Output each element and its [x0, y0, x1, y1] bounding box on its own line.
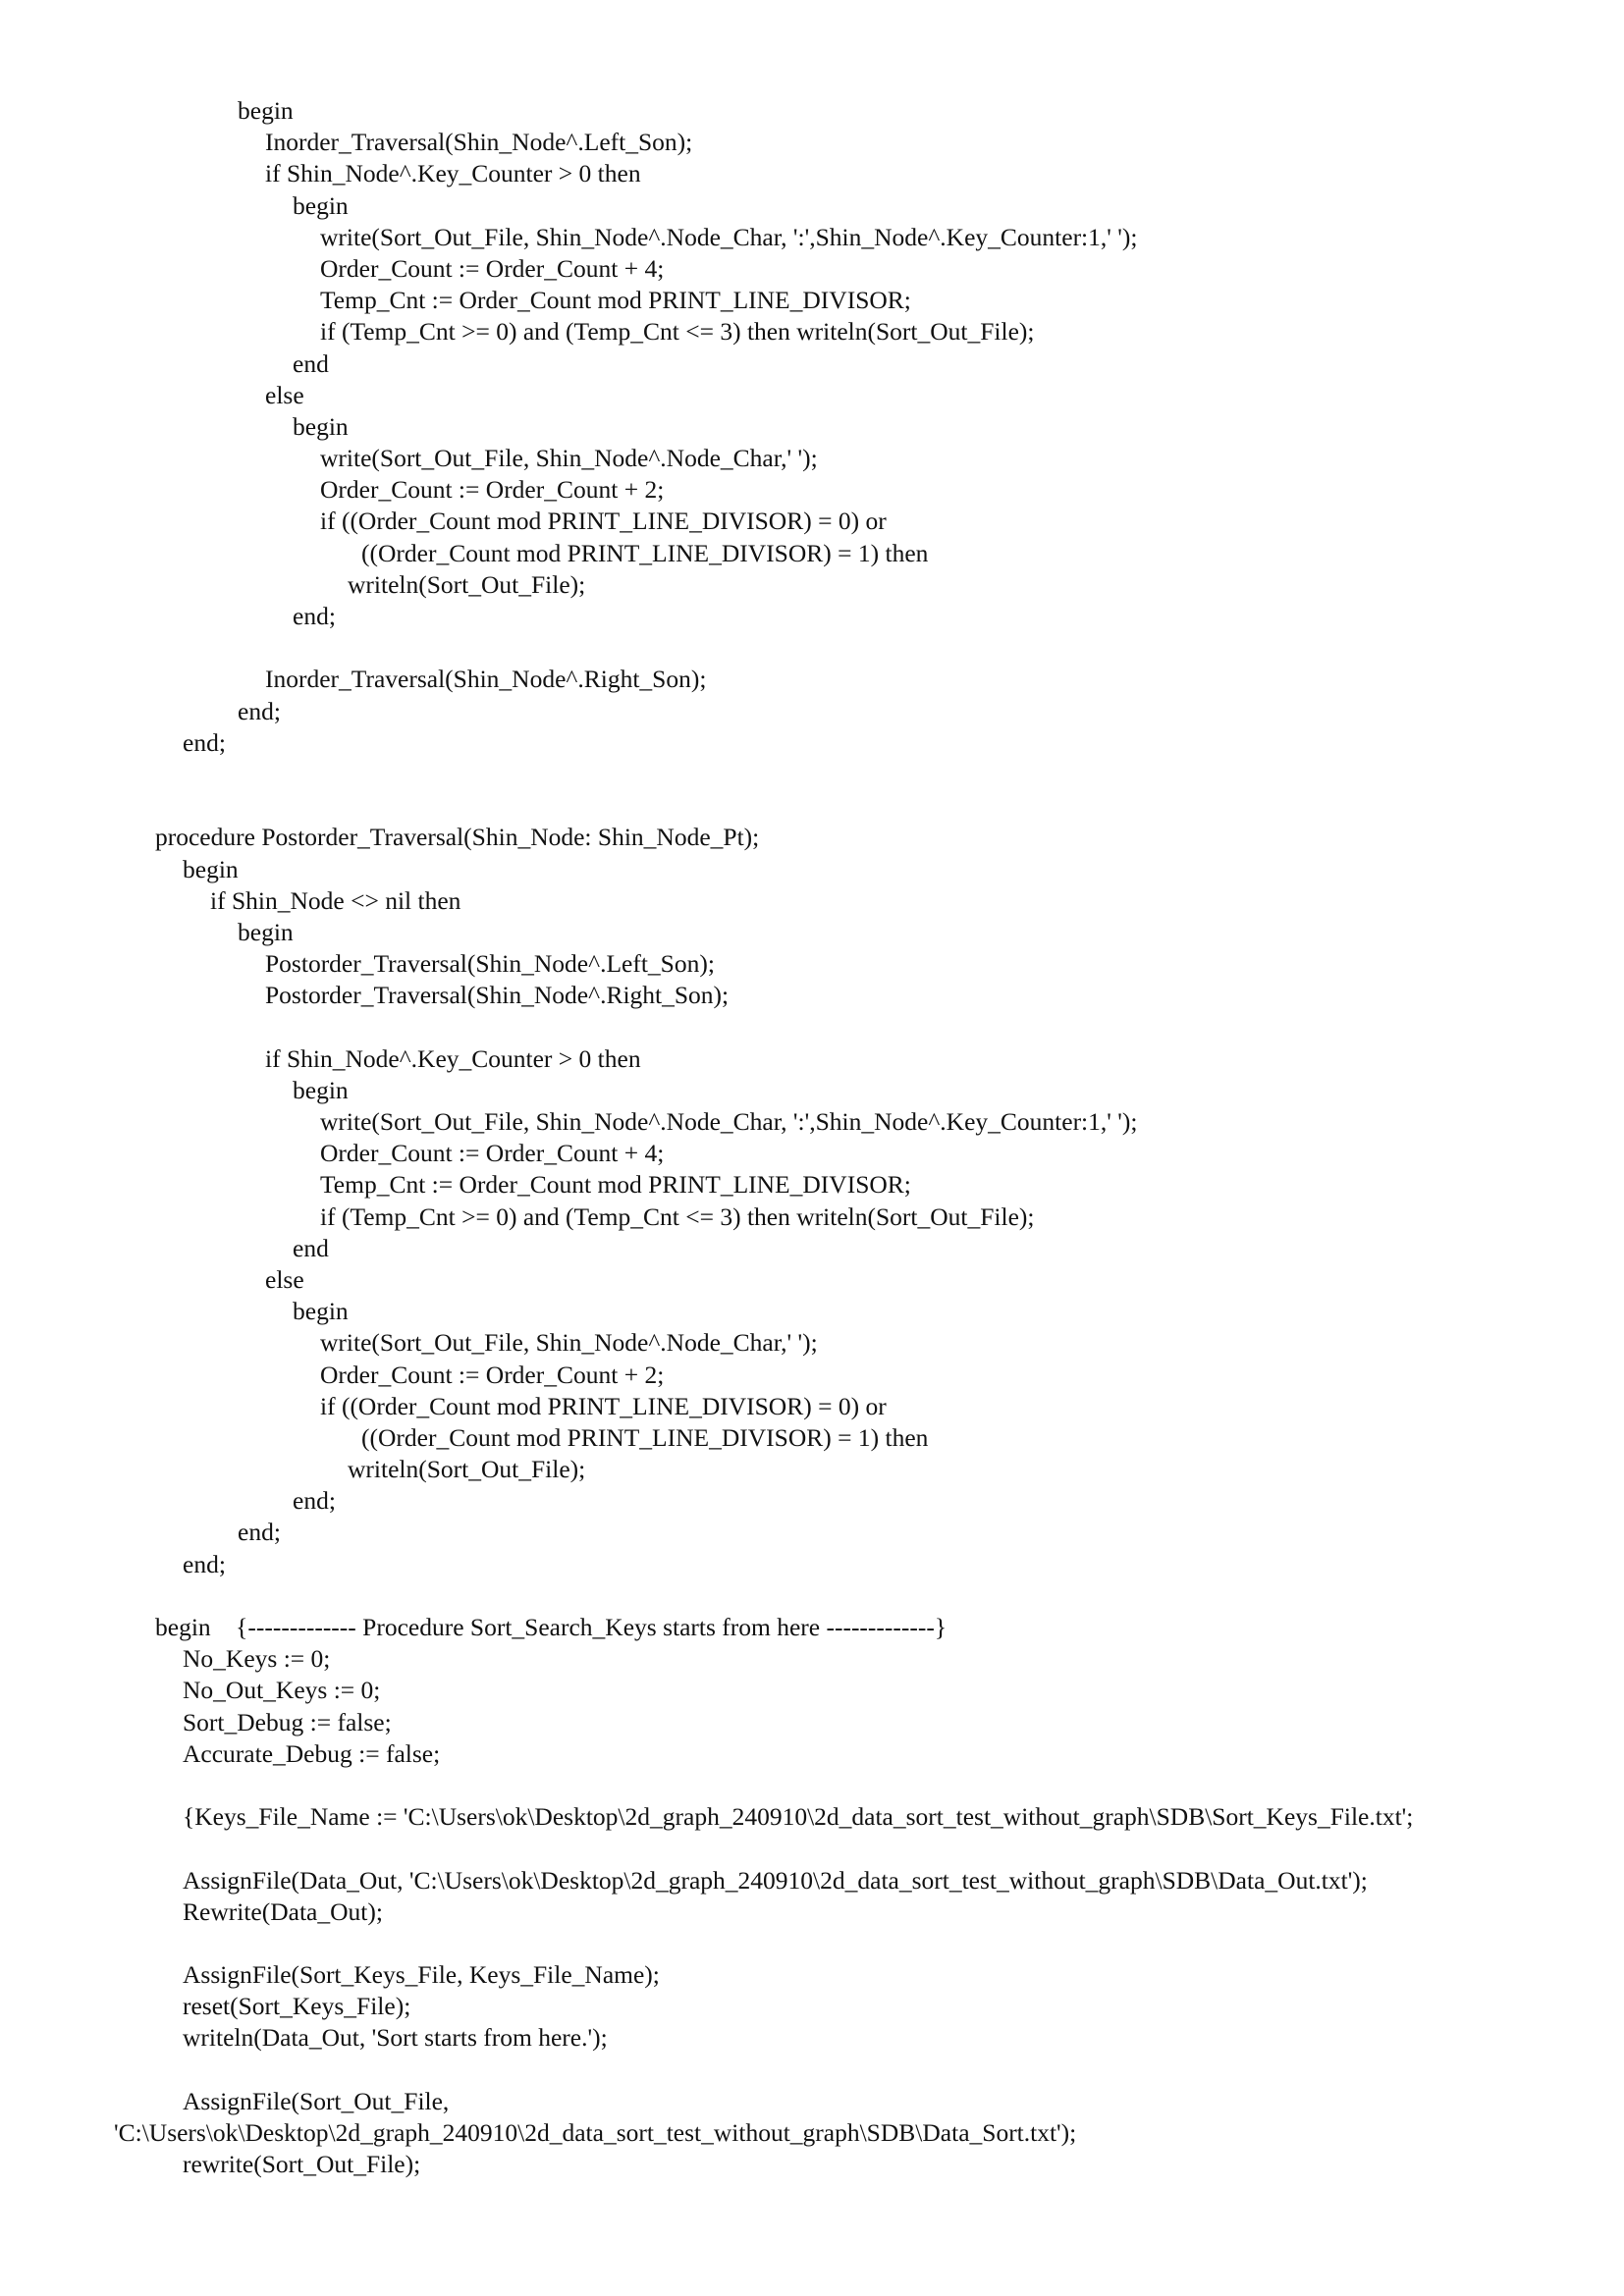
- code-line-text: Temp_Cnt := Order_Count mod PRINT_LINE_DIVISOR;: [320, 1170, 911, 1200]
- blank-line: [0, 1011, 1624, 1042]
- code-line: [0, 917, 1624, 948]
- code-line-text: begin: [293, 1075, 349, 1104]
- code-line: [0, 222, 1624, 253]
- code-line: [0, 474, 1624, 506]
- code-line-text: Postorder_Traversal(Shin_Node^.Right_Son);: [265, 981, 730, 1010]
- code-line: [0, 2117, 1624, 2149]
- code-line-text: if Shin_Node^.Key_Counter > 0 then: [265, 1043, 641, 1073]
- code-line-text: Inorder_Traversal(Shin_Node^.Right_Son);: [265, 665, 707, 694]
- code-line-text: else: [265, 1264, 304, 1294]
- code-line: [0, 348, 1624, 380]
- code-line-text: begin: [238, 96, 294, 125]
- code-line: [0, 158, 1624, 189]
- code-line: [0, 316, 1624, 347]
- code-line: [0, 538, 1624, 569]
- code-line: [0, 1296, 1624, 1327]
- code-line-text: if Shin_Node^.Key_Counter > 0 then: [265, 159, 641, 188]
- code-line: [0, 1360, 1624, 1391]
- code-line: [0, 1043, 1624, 1075]
- code-line-text: begin: [293, 411, 349, 441]
- blank-line: [0, 1928, 1624, 1959]
- code-line-text: AssignFile(Sort_Out_File,: [183, 2086, 450, 2115]
- code-line: [0, 1169, 1624, 1201]
- code-line: [0, 1517, 1624, 1548]
- code-line-text: Sort_Debug := false;: [183, 1707, 392, 1736]
- code-line: [0, 601, 1624, 632]
- code-line-text: reset(Sort_Keys_File);: [183, 1992, 411, 2021]
- code-line-text: end: [293, 1233, 329, 1262]
- code-line: [0, 1738, 1624, 1770]
- code-line: [0, 1454, 1624, 1485]
- code-line: [0, 1327, 1624, 1359]
- code-line: [0, 1422, 1624, 1454]
- code-line: [0, 1991, 1624, 2022]
- code-line: [0, 1106, 1624, 1138]
- code-line-text: ((Order_Count mod PRINT_LINE_DIVISOR) = 1) then: [361, 1422, 929, 1452]
- code-line: [0, 1612, 1624, 1643]
- code-line-text: begin: [183, 854, 239, 883]
- blank-line: [0, 759, 1624, 790]
- code-line: [0, 411, 1624, 443]
- code-line-text: Order_Count := Order_Count + 2;: [320, 1360, 665, 1389]
- code-line: [0, 2149, 1624, 2180]
- code-line-text: ((Order_Count mod PRINT_LINE_DIVISOR) = 1) then: [361, 538, 929, 567]
- code-line: [0, 1264, 1624, 1296]
- code-line-text: AssignFile(Sort_Keys_File, Keys_File_Name);: [183, 1960, 660, 1990]
- code-line-text: if ((Order_Count mod PRINT_LINE_DIVISOR) = 0) or: [320, 1391, 887, 1420]
- code-line-text: procedure Postorder_Traversal(Shin_Node: Shin_Node_Pt);: [155, 823, 760, 852]
- code-line: [0, 1075, 1624, 1106]
- code-line: [0, 569, 1624, 601]
- code-line-text: end;: [183, 1549, 226, 1578]
- code-line-text: end;: [183, 727, 226, 757]
- code-line-text: Temp_Cnt := Order_Count mod PRINT_LINE_DIVISOR;: [320, 286, 911, 315]
- code-line-text: if (Temp_Cnt >= 0) and (Temp_Cnt <= 3) then writeln(Sort_Out_File);: [320, 1201, 1035, 1231]
- code-line-text: Order_Count := Order_Count + 2;: [320, 475, 665, 505]
- code-line-text: writeln(Data_Out, 'Sort starts from here.');: [183, 2023, 608, 2053]
- blank-line: [0, 790, 1624, 822]
- code-line-text: end;: [293, 1486, 336, 1516]
- code-line: [0, 190, 1624, 222]
- code-line: [0, 980, 1624, 1011]
- code-line-text: end: [293, 348, 329, 378]
- code-line-text: No_Out_Keys := 0;: [183, 1676, 381, 1705]
- code-line: [0, 95, 1624, 127]
- blank-line: [0, 1770, 1624, 1801]
- code-line-text: end;: [293, 602, 336, 630]
- code-line-text: Order_Count := Order_Count + 4;: [320, 253, 665, 283]
- code-line: [0, 885, 1624, 917]
- code-line: [0, 1138, 1624, 1169]
- code-line: [0, 285, 1624, 316]
- code-line-text: begin: [238, 917, 294, 946]
- code-line-text: AssignFile(Data_Out, 'C:\Users\ok\Desktop\2d_graph_240910\2d_data_sort_test_without_graph\SDB\Data_Out.txt');: [183, 1865, 1368, 1895]
- code-line-text: Order_Count := Order_Count + 4;: [320, 1139, 665, 1168]
- code-line: [0, 1675, 1624, 1706]
- code-line-text: Inorder_Traversal(Shin_Node^.Left_Son);: [265, 128, 693, 157]
- code-line-text: if ((Order_Count mod PRINT_LINE_DIVISOR) = 0) or: [320, 507, 887, 536]
- code-line-text: write(Sort_Out_File, Shin_Node^.Node_Char,' ');: [320, 1328, 818, 1358]
- code-line-text: else: [265, 380, 304, 409]
- code-line: [0, 1707, 1624, 1738]
- code-line: [0, 506, 1624, 537]
- code-line-text: Rewrite(Data_Out);: [183, 1896, 383, 1926]
- code-line-text: begin {------------- Procedure Sort_Search_Keys starts from here -------------}: [155, 1613, 947, 1641]
- code-line-text: if (Temp_Cnt >= 0) and (Temp_Cnt <= 3) then writeln(Sort_Out_File);: [320, 317, 1035, 347]
- code-line-text: {Keys_File_Name := 'C:\Users\ok\Desktop\2d_graph_240910\2d_data_sort_test_without_graph\SDB\Sort_Keys_File.txt';: [183, 1802, 1414, 1832]
- code-line-text: begin: [293, 1297, 349, 1326]
- code-line-text: end;: [238, 1518, 281, 1547]
- code-line: [0, 127, 1624, 158]
- code-line: [0, 696, 1624, 727]
- code-line: [0, 948, 1624, 980]
- code-listing: [0, 95, 1624, 2180]
- code-line: [0, 664, 1624, 695]
- code-line-text: if Shin_Node <> nil then: [210, 885, 461, 915]
- code-line-text: No_Keys := 0;: [183, 1644, 331, 1674]
- code-line: [0, 1485, 1624, 1517]
- code-line: [0, 443, 1624, 474]
- code-line: [0, 1801, 1624, 1833]
- code-line-text: rewrite(Sort_Out_File);: [183, 2150, 421, 2179]
- code-line-text: write(Sort_Out_File, Shin_Node^.Node_Char,' ');: [320, 444, 818, 473]
- blank-line: [0, 1833, 1624, 1864]
- code-line-text: write(Sort_Out_File, Shin_Node^.Node_Char, ':',Shin_Node^.Key_Counter:1,' ');: [320, 222, 1138, 251]
- code-line: [0, 727, 1624, 759]
- code-line: [0, 854, 1624, 885]
- code-line: [0, 1201, 1624, 1233]
- code-line: [0, 1643, 1624, 1675]
- code-line: [0, 380, 1624, 411]
- code-line-text: Accurate_Debug := false;: [183, 1738, 441, 1768]
- blank-line: [0, 1580, 1624, 1612]
- code-line-text: Postorder_Traversal(Shin_Node^.Left_Son);: [265, 949, 715, 979]
- code-line: [0, 1959, 1624, 1991]
- code-line: [0, 822, 1624, 853]
- code-line-text: 'C:\Users\ok\Desktop\2d_graph_240910\2d_data_sort_test_without_graph\SDB\Data_Sort.txt');: [114, 2118, 1077, 2147]
- code-line-text: writeln(Sort_Out_File);: [348, 569, 586, 599]
- blank-line: [0, 632, 1624, 664]
- code-line: [0, 1865, 1624, 1896]
- code-line: [0, 253, 1624, 285]
- code-line-text: begin: [293, 190, 349, 220]
- code-line: [0, 1233, 1624, 1264]
- code-line: [0, 2022, 1624, 2054]
- code-line: [0, 1896, 1624, 1928]
- code-line: [0, 2086, 1624, 2117]
- code-line-text: write(Sort_Out_File, Shin_Node^.Node_Char, ':',Shin_Node^.Key_Counter:1,' ');: [320, 1107, 1138, 1136]
- code-line: [0, 1549, 1624, 1580]
- code-line-text: end;: [238, 696, 281, 725]
- code-line: [0, 1391, 1624, 1422]
- code-line-text: writeln(Sort_Out_File);: [348, 1455, 586, 1484]
- blank-line: [0, 2055, 1624, 2086]
